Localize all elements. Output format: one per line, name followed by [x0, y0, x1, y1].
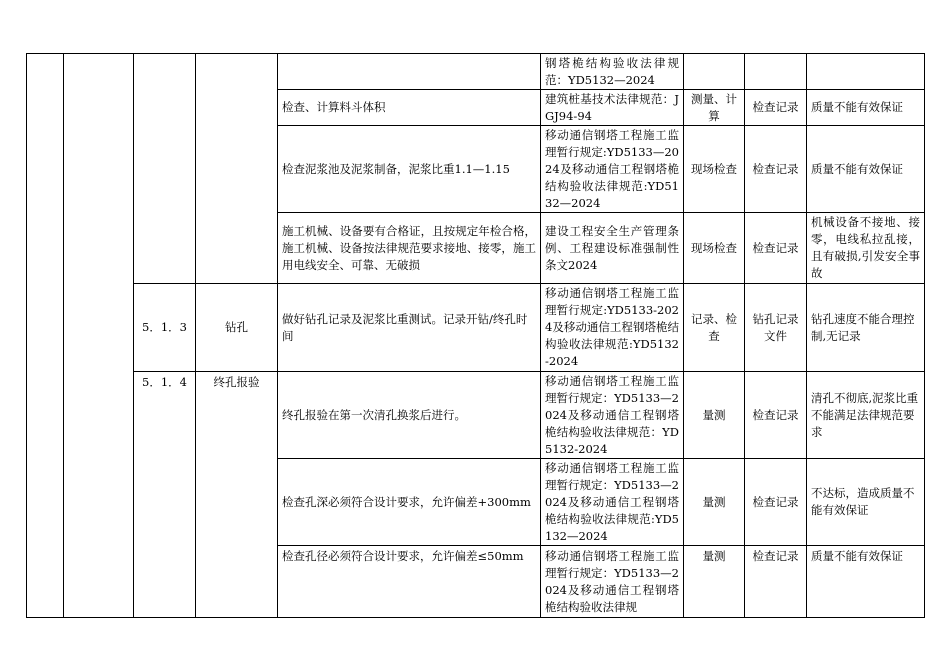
method-cell: 现场检查 — [684, 213, 745, 284]
method-cell — [684, 54, 745, 90]
supervision-table — [26, 53, 925, 618]
consequence-cell: 质量不能有效保证 — [807, 90, 925, 126]
basis-cell: 建设工程安全生产管理条例、工程建设标准强制性条文2024 — [541, 213, 684, 284]
method-cell: 现场检查 — [684, 126, 745, 213]
consequence-cell — [807, 54, 925, 90]
consequence-cell: 质量不能有效保证 — [807, 126, 925, 213]
col-b-cell — [64, 54, 134, 618]
consequence-cell: 钻孔速度不能合理控制,无记录 — [807, 284, 925, 372]
requirement-cell: 检查泥浆池及泥浆制备，泥浆比重1.1—1.15 — [278, 126, 541, 213]
requirement-cell: 检查孔深必须符合设计要求，允许偏差+300mm — [278, 459, 541, 546]
basis-cell: 移动通信钢塔工程施工监理暂行规定:YD5133-2024及移动通信工程钢塔桅结构验收法律规范:YD5132-2024 — [541, 284, 684, 372]
basis-cell: 移动通信钢塔工程施工监理暂行规定：YD5133—2024及移动通信工程钢塔桅结构验收法律规 — [541, 546, 684, 618]
col-a-cell — [27, 54, 64, 618]
table-row — [27, 284, 925, 372]
requirement-cell: 检查、计算料斗体积 — [278, 90, 541, 126]
basis-cell: 移动通信钢塔工程施工监理暂行规定：YD5133—2024及移动通信工程钢塔桅结构验收法律规范:YD5132—2024 — [541, 459, 684, 546]
requirement-cell: 终孔报验在第一次清孔换浆后进行。 — [278, 372, 541, 459]
basis-cell: 建筑桩基技术法律规范：JGJ94-94 — [541, 90, 684, 126]
requirement-cell: 施工机械、设备要有合格证，且按规定年检合格，施工机械、设备按法律规范要求接地、接零，施工用电线安全、可靠、无破损 — [278, 213, 541, 284]
table-row — [27, 54, 925, 90]
method-cell: 量测 — [684, 372, 745, 459]
consequence-cell: 机械设备不接地、接零，电线私拉乱接，且有破损,引发安全事故 — [807, 213, 925, 284]
record-cell: 检查记录 — [745, 372, 807, 459]
method-cell: 量测 — [684, 546, 745, 618]
basis-cell: 移动通信钢塔工程施工监理暂行规定:YD5133—2024及移动通信工程钢塔桅结构验收法律规范:YD5132—2024 — [541, 126, 684, 213]
record-cell: 检查记录 — [745, 213, 807, 284]
record-cell: 检查记录 — [745, 90, 807, 126]
consequence-cell: 不达标，造成质量不能有效保证 — [807, 459, 925, 546]
method-cell: 记录、检查 — [684, 284, 745, 372]
requirement-cell: 检查孔径必须符合设计要求，允许偏差≤50mm — [278, 546, 541, 618]
item-number-cell: 5．1．3 — [134, 284, 196, 372]
item-name-cell — [196, 54, 278, 284]
requirement-cell: 做好钻孔记录及泥浆比重测试。记录开钻/终孔时间 — [278, 284, 541, 372]
record-cell — [745, 54, 807, 90]
basis-cell: 移动通信钢塔工程施工监理暂行规定：YD5133—2024及移动通信工程钢塔桅结构验收法律规范：YD5132-2024 — [541, 372, 684, 459]
record-cell: 检查记录 — [745, 546, 807, 618]
consequence-cell: 清孔不彻底,泥浆比重不能满足法律规范要求 — [807, 372, 925, 459]
item-number-cell: 5．1．4 — [134, 372, 196, 618]
basis-cell: 钢塔桅结构验收法律规范：YD5132—2024 — [541, 54, 684, 90]
consequence-cell: 质量不能有效保证 — [807, 546, 925, 618]
record-cell: 检查记录 — [745, 126, 807, 213]
item-name-cell: 终孔报验 — [196, 372, 278, 618]
item-number-cell — [134, 54, 196, 284]
item-name-cell: 钻孔 — [196, 284, 278, 372]
method-cell: 测量、计算 — [684, 90, 745, 126]
requirement-cell — [278, 54, 541, 90]
record-cell: 检查记录 — [745, 459, 807, 546]
record-cell: 钻孔记录文件 — [745, 284, 807, 372]
method-cell: 量测 — [684, 459, 745, 546]
table-row — [27, 372, 925, 459]
